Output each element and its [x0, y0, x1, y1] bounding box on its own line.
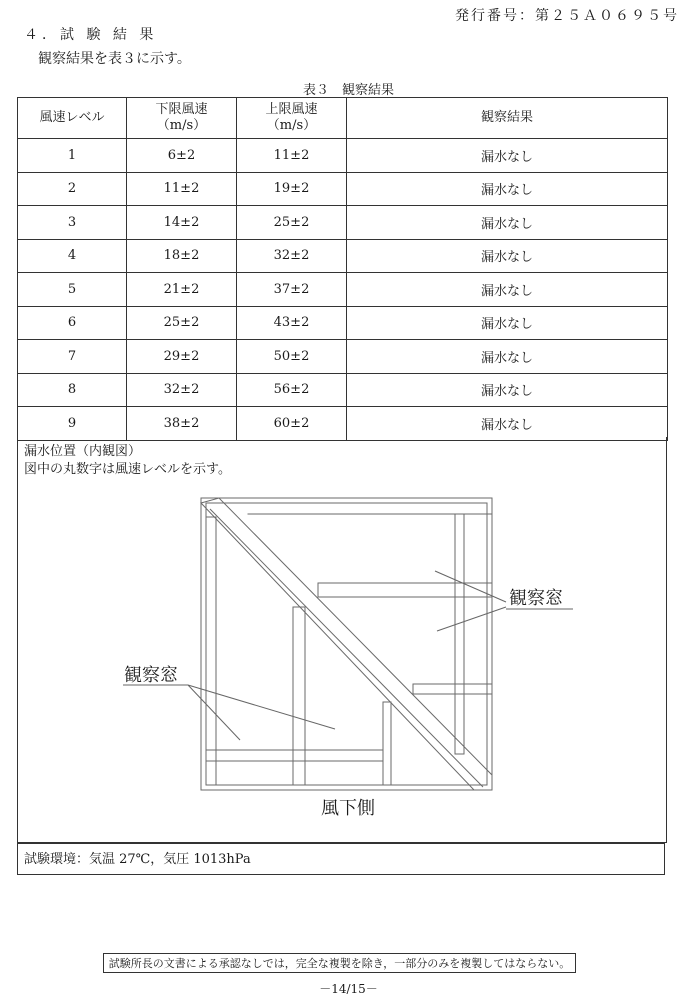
cell-result: 漏水なし [347, 206, 668, 240]
table-row [18, 139, 668, 173]
cell-result: 漏水なし [347, 139, 668, 173]
header-result: 観察結果 [347, 98, 668, 139]
cell-upper: 50±2 [237, 340, 347, 374]
rail-lower-right [413, 684, 492, 694]
cell-upper: 43±2 [237, 306, 347, 340]
header-lower-speed [127, 98, 237, 139]
cell-lower: 25±2 [127, 306, 237, 340]
table-row [18, 407, 668, 441]
table-row [18, 239, 668, 273]
cell-result: 漏水なし [347, 407, 668, 441]
table-row [18, 373, 668, 407]
table-header-row [18, 98, 668, 139]
cell-lower: 6±2 [127, 139, 237, 173]
cell-level: 6 [18, 306, 127, 340]
header-level: 風速レベル [18, 98, 127, 139]
cell-level: 7 [18, 340, 127, 374]
header-lower-unit: （m/s） [156, 118, 207, 133]
cell-level: 9 [18, 407, 127, 441]
cell-lower: 38±2 [127, 407, 237, 441]
leak-position-panel [17, 437, 667, 843]
cell-upper: 25±2 [237, 206, 347, 240]
leader-line [437, 607, 506, 631]
interior-view-diagram [18, 437, 666, 842]
header-lower-label: 下限風速 [155, 102, 208, 117]
leader-line [188, 685, 335, 729]
cell-level: 3 [18, 206, 127, 240]
results-table [17, 97, 668, 441]
table-caption: 表３ 観察結果 [302, 83, 394, 98]
rail-lower-left [206, 750, 383, 761]
frame-outline [201, 498, 492, 790]
header-upper-label: 上限風速 [265, 102, 318, 117]
document-number: 発行番号：第２５Ａ０６９５号 [455, 8, 679, 24]
table-row [18, 273, 668, 307]
table-row [18, 340, 668, 374]
cell-result: 漏水なし [347, 273, 668, 307]
table-row [18, 206, 668, 240]
leak-panel-note: 図中の丸数字は風速レベルを示す。 [24, 462, 231, 477]
intro-text: 観察結果を表３に示す。 [38, 51, 191, 67]
cell-upper: 19±2 [237, 172, 347, 206]
cell-lower: 18±2 [127, 239, 237, 273]
table-row [18, 172, 668, 206]
cell-result: 漏水なし [347, 340, 668, 374]
test-environment: 試験環境：気温 27℃，気圧 1013hPa [17, 843, 665, 875]
cell-level: 5 [18, 273, 127, 307]
label-window-left: 観察窓 [124, 665, 178, 686]
cell-upper: 60±2 [237, 407, 347, 441]
post-right [455, 514, 464, 754]
diagonal-edge [210, 509, 483, 787]
cell-lower: 21±2 [127, 273, 237, 307]
header-upper-speed [237, 98, 347, 139]
label-window-right: 観察窓 [509, 588, 563, 609]
label-leeward: 風下側 [321, 798, 375, 819]
diagonal-member [201, 498, 492, 790]
post-left-diagonal [383, 702, 391, 785]
cell-result: 漏水なし [347, 172, 668, 206]
cell-level: 8 [18, 373, 127, 407]
page-number: －14/15－ [319, 982, 378, 996]
frame-inner-outline [206, 503, 487, 785]
rail-upper-right [318, 583, 492, 597]
leak-panel-title: 漏水位置（内観図） [24, 444, 142, 459]
cell-upper: 32±2 [237, 239, 347, 273]
cell-upper: 11±2 [237, 139, 347, 173]
post-left [206, 517, 216, 785]
cell-upper: 37±2 [237, 273, 347, 307]
cell-result: 漏水なし [347, 306, 668, 340]
cell-level: 4 [18, 239, 127, 273]
cell-lower: 29±2 [127, 340, 237, 374]
header-upper-unit: （m/s） [266, 118, 317, 133]
cell-lower: 32±2 [127, 373, 237, 407]
cell-level: 1 [18, 139, 127, 173]
footer-notice: 試験所長の文書による承認なしでは，完全な複製を除き，一部分のみを複製してはならない。 [103, 953, 576, 973]
cell-lower: 14±2 [127, 206, 237, 240]
cell-upper: 56±2 [237, 373, 347, 407]
cell-result: 漏水なし [347, 373, 668, 407]
section-heading: ４．試 験 結 果 [24, 27, 158, 43]
cell-result: 漏水なし [347, 239, 668, 273]
table-row [18, 306, 668, 340]
post-center [293, 607, 305, 785]
cell-lower: 11±2 [127, 172, 237, 206]
cell-level: 2 [18, 172, 127, 206]
